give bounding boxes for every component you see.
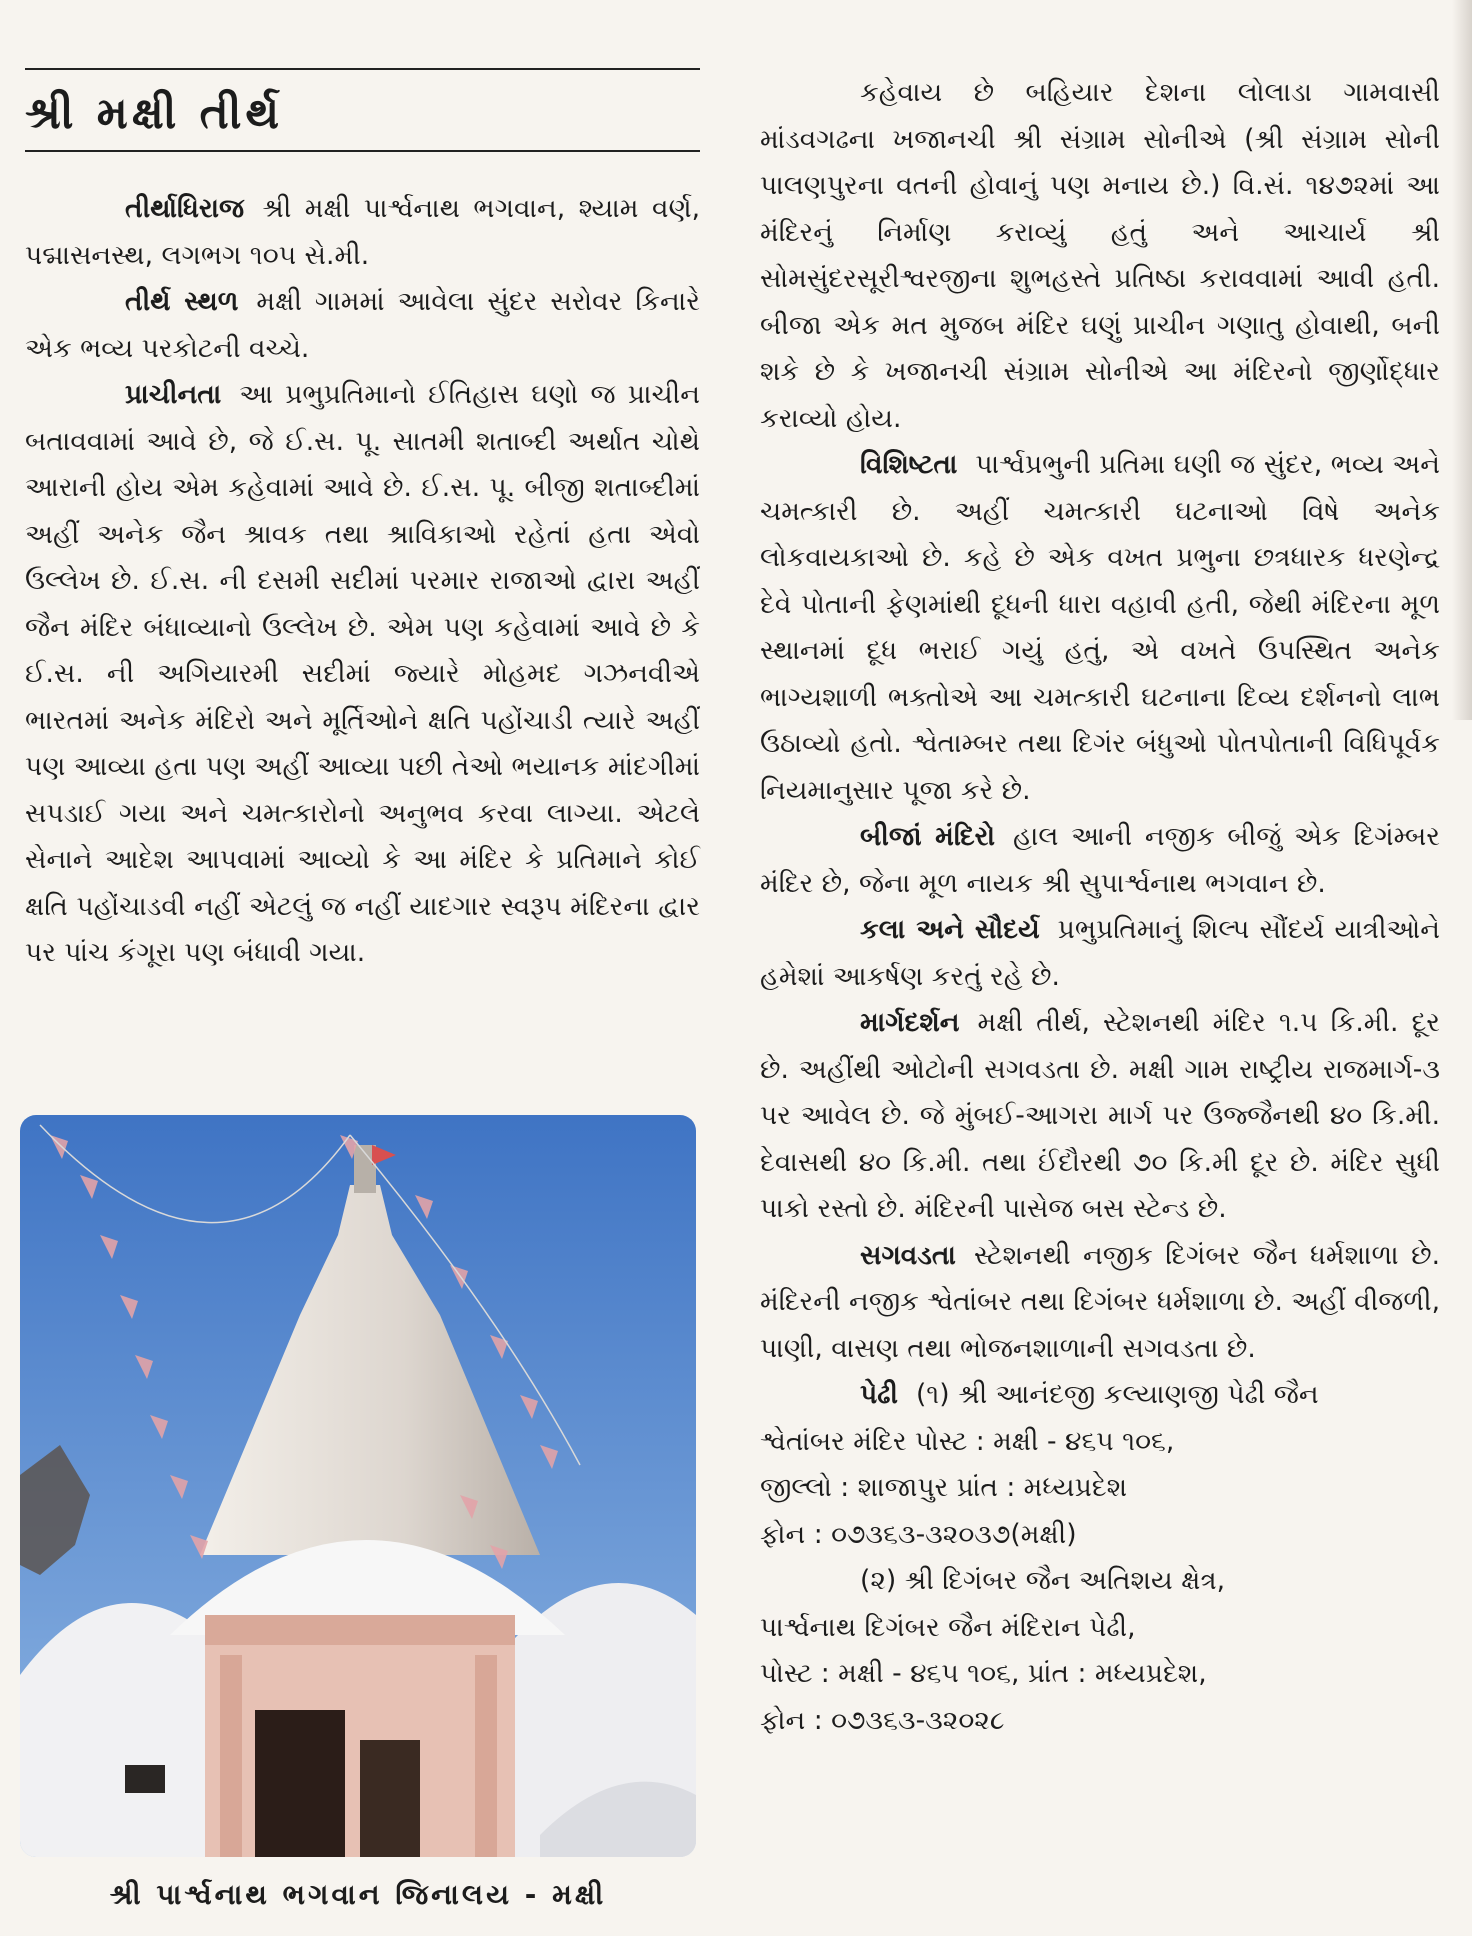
pedhi-2-line-1: (૨) શ્રી દિગંબર જૈન અતિશય ક્ષેત્ર, xyxy=(860,1565,1226,1596)
heading-kala: કલા અને સૌદર્ય xyxy=(860,914,1040,945)
left-column xyxy=(25,186,700,977)
pedhi-1-line-4: ફોન : ૦૭૩૬૩-૩૨૦૩૭(મક્ષી) xyxy=(760,1518,1077,1550)
page-edge-shadow xyxy=(1452,0,1472,720)
heading-tirthsthal: તીર્થ સ્થળ xyxy=(125,286,239,317)
paragraph-tirthadhiraj xyxy=(25,186,700,279)
paragraph-margdarshan xyxy=(760,1000,1440,1233)
pedhi-2-line-4: ફોન : ૦૭૩૬૩-૩૨૦૨૮ xyxy=(760,1704,1005,1736)
photo-caption: શ્રી પાર્શ્વનાથ ભગવાન જિનાલય - મક્ષી xyxy=(109,1878,607,1911)
text-bija-mandiro: હાલ આની નજીક બીજું એક દિગંમ્બર મંદિર છે, જેના મૂળ નાયક શ્રી સુપાર્શ્વનાથ ભગવાન છે. xyxy=(760,821,1440,899)
text-tirthsthal: મક્ષી ગામમાં આવેલા સુંદર સરોવર કિનારે એક ભવ્ય પરકોટની વચ્ચે. xyxy=(25,286,700,364)
text-margdarshan: મક્ષી તીર્થ, સ્ટેશનથી મંદિર ૧.૫ કિ.મી. દૂર છે. અહીંથી ઓટોની સગવડતા છે. મક્ષી ગામ રાષ્ટ્રીય રાજમાર્ગ-૩ પર આવેલ છે. જે મુંબઈ-આગરા માર્ગ પર ઉજ્જૈનથી ૪૦ કિ.મી. દેવાસથી ૪૦ કિ.મી. તથા ઈંદૌરથી ૭૦ કિ.મી દૂર છે. મંદિર સુધી પાકો રસ્તો છે. મંદિરની પાસેજ બસ સ્ટેન્ડ છે. xyxy=(760,1007,1440,1224)
text-sagvadta: સ્ટેશનથી નજીક દિગંબર જૈન ધર્મશાળા છે. મંદિરની નજીક શ્વેતાંબર તથા દિગંબર ધર્મશાળા છે. અહીં વીજળી, પાણી, વાસણ તથા ભોજનશાળાની સગવડતા છે. xyxy=(760,1239,1441,1364)
heading-vishishtata: વિશિષ્ટતા xyxy=(860,449,958,480)
heading-margdarshan: માર્ગદર્શન xyxy=(860,1007,960,1038)
heading-tirthadhiraj: તીર્થાધિરાજ xyxy=(125,193,245,224)
heading-prachinata: પ્રાચીનતા xyxy=(125,379,222,410)
pedhi-2-line-2: પાર્શ્વનાથ દિગંબર જૈન મંદિરાન પેઢી, xyxy=(760,1611,1136,1643)
heading-pedhi: પેઢી xyxy=(860,1379,898,1410)
paragraph-continuation: કહેવાય છે બહિયાર દેશના લોલાડા ગામવાસી માંડવગઢના ખજાનચી શ્રી સંગ્રામ સોનીએ (શ્રી સંગ્રામ સોની પાલણપુરના વતની હોવાનું પણ મનાય છે.) વિ.સં. ૧૪૭૨માં આ મંદિરનું નિર્માણ કરાવ્યું હતું અને આચાર્ય શ્રી સોમસુંદરસૂરીશ્વરજીના શુભહસ્તે પ્રતિષ્ઠા કરાવવામાં આવી હતી. બીજા એક મત મુજબ મંદિર ઘણું પ્રાચીન ગણાતુ હોવાથી, બની શકે છે કે ખજાનચી સંગ્રામ સોનીએ આ મંદિરનો જીર્ણોદ્ધાર કરાવ્યો હોય. xyxy=(760,77,1440,434)
temple-illustration xyxy=(20,1115,696,1857)
paragraph-prachinata xyxy=(25,372,700,977)
heading-sagvadta: સગવડતા xyxy=(860,1239,956,1271)
title-top-rule xyxy=(25,68,700,70)
paragraph-bija-mandiro xyxy=(760,814,1440,907)
title-bottom-rule xyxy=(25,150,700,152)
text-vishishtata: પાર્શ્વપ્રભુની પ્રતિમા ઘણી જ સુંદર, ભવ્ય અને ચમત્કારી છે. અહીં ચમત્કારી ઘટનાઓ વિષે અનેક લોકવાયકાઓ છે. કહે છે એક વખત પ્રભુના છત્રધારક ધરણેન્દ્ર દેવે પોતાની ફેણમાંથી દૂધની ધારા વહાવી હતી, જેથી મંદિરના મૂળ સ્થાનમાં દૂધ ભરાઈ ગયું હતું, એ વખતે ઉપસ્થિત અનેક ભાગ્યશાળી ભક્તોએ આ ચમત્કારી ઘટનાના દિવ્ય દર્શનનો લાભ ઉઠાવ્યો હતો. શ્વેતામ્બર તથા દિગંર બંધુઓ પોતપોતાની વિધિપૂર્વક નિયમાનુસાર પૂજા કરે છે. xyxy=(760,449,1440,806)
paragraph-tirthsthal xyxy=(25,279,700,372)
text-kala: પ્રભુપ્રતિમાનું શિલ્પ સૌંદર્ય યાત્રીઓને હમેશાં આકર્ષણ કરતું રહે છે. xyxy=(760,914,1440,992)
paragraph-vishishtata xyxy=(760,442,1440,814)
pedhi-2-line-3: પોસ્ટ : મક્ષી - ૪૬૫ ૧૦૬, પ્રાંત : મધ્યપ્રદેશ, xyxy=(760,1658,1207,1689)
right-column xyxy=(760,70,1440,1744)
text-tirthadhiraj: શ્રી મક્ષી પાર્શ્વનાથ ભગવાન, શ્યામ વર્ણ, પદ્માસનસ્થ, લગભગ ૧૦૫ સે.મી. xyxy=(25,193,700,271)
pedhi-1-line-2: શ્વેતાંબર મંદિર પોસ્ટ : મક્ષી - ૪૬૫ ૧૦૬, xyxy=(760,1425,1175,1457)
text-prachinata: આ પ્રભુપ્રતિમાનો ઈતિહાસ ઘણો જ પ્રાચીન બતાવવામાં આવે છે, જે ઈ.સ. પૂ. સાતમી શતાબ્દી અર્થાત ચોથે આરાની હોય એમ કહેવામાં આવે છે. ઈ.સ. પૂ. બીજી શતાબ્દીમાં અહીં અનેક જૈન શ્રાવક તથા શ્રાવિકાઓ રહેતાં હતા એવો ઉલ્લેખ છે. ઈ.સ. ની દસમી સદીમાં પરમાર રાજાઓ દ્વારા અહીં જૈન મંદિર બંધાવ્યાનો ઉલ્લેખ છે. એમ પણ કહેવામાં આવે છે કે ઈ.સ. ની અગિયારમી સદીમાં જ્યારે મોહમદ ગઝનવીએ ભારતમાં અનેક મંદિરો અને મૂર્તિઓને ક્ષતિ પહોંચાડી ત્યારે અહીં પણ આવ્યા હતા પણ અહીં આવ્યા પછી તેઓ ભયાનક માંદગીમાં સપડાઈ ગયા અને ચમત્કારોનો અનુભવ કરવા લાગ્યા. એટલે સેનાને આદેશ આપવામાં આવ્યો કે આ મંદિર કે પ્રતિમાને કોઈ ક્ષતિ પહોંચાડવી નહીં એટલું જ નહીં યાદગાર સ્વરૂપ મંદિરના દ્વાર પર પાંચ કંગૂરા પણ બંધાવી ગયા. xyxy=(25,379,700,968)
temple-photo xyxy=(20,1115,696,1857)
paragraph-pedhi xyxy=(760,1372,1440,1419)
heading-bija-mandiro: બીજાં મંદિરો xyxy=(860,821,995,852)
pedhi-1-line-1: (૧) શ્રી આનંદજી કલ્યાણજી પેઢી જૈન xyxy=(915,1379,1319,1410)
paragraph-kala xyxy=(760,907,1440,1000)
pedhi-1-line-3: જીલ્લો : શાજાપુર પ્રાંત : મધ્યપ્રદેશ xyxy=(760,1472,1128,1503)
paragraph-sagvadta xyxy=(760,1233,1440,1373)
page-title: શ્રી મક્ષી તીર્થ xyxy=(25,88,284,139)
